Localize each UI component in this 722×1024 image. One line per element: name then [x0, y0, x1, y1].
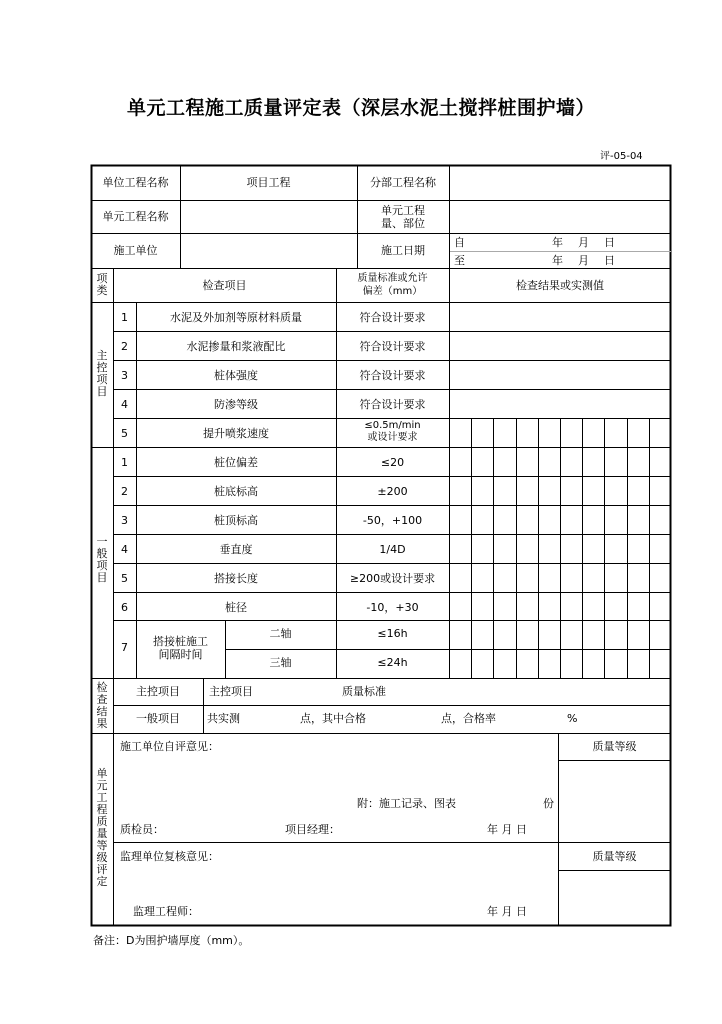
date-from-year: 年	[552, 236, 563, 249]
manager-label: 项目经理：	[285, 823, 340, 836]
general-item-no: 4	[121, 543, 128, 556]
general-item-7-std1: ≤16h	[377, 627, 408, 640]
contractor-label: 施工单位	[113, 244, 158, 257]
main-item-name: 防渗等级	[214, 398, 258, 411]
standard-header-1: 质量标准或允许	[357, 273, 428, 284]
main-item-standard: 符合设计要求	[359, 369, 426, 382]
inspection-main-std: 质量标准	[342, 685, 386, 698]
date-from-month: 月	[578, 236, 589, 249]
general-item-standard: ±200	[377, 485, 408, 498]
item-header: 检查项目	[202, 279, 247, 292]
supervisor-eval-label: 监理单位复核意见：	[120, 850, 219, 863]
grade-label-2: 质量等级	[592, 850, 637, 863]
main-item-name: 桩体强度	[214, 369, 258, 382]
general-item-no: 6	[121, 601, 128, 614]
general-item-standard: ≤20	[380, 456, 405, 469]
date-to-year: 年	[552, 254, 563, 267]
inspection-label: 检查结果	[96, 681, 108, 730]
inspection-main-label: 主控项目	[136, 685, 180, 698]
main-item-no: 4	[121, 398, 128, 411]
main-item-no: 2	[121, 340, 128, 353]
date-to-month: 月	[578, 254, 589, 267]
general-item-no: 5	[121, 572, 128, 585]
supervisor-label: 监理工程师：	[133, 905, 199, 918]
unit-project-value[interactable]: 项目工程	[246, 176, 291, 189]
general-item-7-sub1: 二轴	[269, 627, 292, 640]
general-item-name: 桩位偏差	[214, 456, 258, 469]
standard-header-2: 偏差（mm）	[362, 286, 423, 297]
main-item-no: 1	[121, 311, 128, 324]
general-label: 一般项目	[96, 535, 108, 584]
supervisor-date: 年 月 日	[487, 905, 527, 918]
general-item-name: 垂直度	[219, 543, 253, 556]
main-item-standard: 符合设计要求	[359, 311, 426, 324]
general-item-name: 桩径	[225, 601, 247, 614]
main-item-standard: 符合设计要求	[359, 398, 426, 411]
main-item-standard-1: ≤0.5m/min	[364, 420, 421, 431]
category-header: 项类	[96, 272, 108, 297]
general-item-7-name-2: 间隔时间	[158, 648, 203, 661]
inspector-label: 质检员：	[120, 823, 164, 836]
division-label: 分部工程名称	[370, 176, 436, 189]
general-item-standard: -10，+30	[366, 601, 419, 614]
inspection-general-label: 一般项目	[136, 712, 180, 725]
main-item-no: 3	[121, 369, 128, 382]
main-item-name: 水泥掺量和浆液配比	[186, 340, 286, 353]
result-header: 检查结果或实测值	[516, 279, 604, 292]
general-item-standard: ≥200或设计要求	[349, 572, 436, 585]
inspection-percent: %	[567, 712, 578, 725]
general-item-standard: -50，+100	[362, 514, 423, 527]
main-item-name: 水泥及外加剂等原材料质量	[170, 311, 302, 324]
date-label: 施工日期	[381, 244, 425, 257]
general-item-7-std2: ≤24h	[377, 656, 408, 669]
date-to-day: 日	[604, 254, 615, 267]
footnote: 备注：D为围护墙厚度（mm）。	[93, 934, 250, 947]
inspection-main-text: 主控项目	[209, 685, 253, 698]
attachment-label: 附：施工记录、图表	[357, 797, 456, 810]
general-item-7-no: 7	[121, 641, 128, 654]
general-item-standard: 1/4D	[379, 543, 406, 556]
grade-label-1: 质量等级	[592, 740, 637, 753]
evaluation-label: 单元工程质量等级评定	[96, 767, 108, 888]
general-item-no: 3	[121, 514, 128, 527]
date-from-day: 日	[604, 236, 615, 249]
self-eval-label: 施工单位自评意见：	[120, 740, 219, 753]
general-item-name: 桩顶标高	[214, 514, 258, 527]
date-to: 至	[454, 254, 465, 267]
main-control-label: 主控项目	[96, 349, 108, 398]
unit-project-label: 单位工程名称	[102, 176, 169, 189]
main-item-standard: 符合设计要求	[359, 340, 426, 353]
general-item-no: 1	[121, 456, 128, 469]
main-item-standard-2: 或设计要求	[367, 432, 418, 443]
inspection-general-total: 共实测	[207, 712, 240, 725]
inspection-general-pass: 点，合格率	[441, 712, 496, 725]
element-label: 单元工程名称	[102, 210, 169, 223]
main-item-name: 提升喷浆速度	[203, 427, 269, 440]
main-item-no: 5	[121, 427, 128, 440]
general-item-7-name-1: 搭接桩施工	[153, 635, 208, 648]
general-item-7-sub2: 三轴	[269, 656, 292, 669]
page-title: 单元工程施工质量评定表（深层水泥土搅拌桩围护墙）	[126, 97, 595, 119]
copies-label: 份	[543, 797, 554, 810]
form-code: 评-05-04	[600, 151, 643, 162]
quantity-label-2: 量、部位	[381, 217, 425, 230]
inspection-general-points: 点，其中合格	[300, 712, 366, 725]
general-item-name: 搭接长度	[214, 572, 258, 585]
general-item-name: 桩底标高	[214, 485, 258, 498]
date-from: 自	[454, 236, 465, 249]
general-item-no: 2	[121, 485, 128, 498]
self-eval-date: 年 月 日	[487, 823, 527, 836]
quantity-label-1: 单元工程	[381, 204, 425, 217]
